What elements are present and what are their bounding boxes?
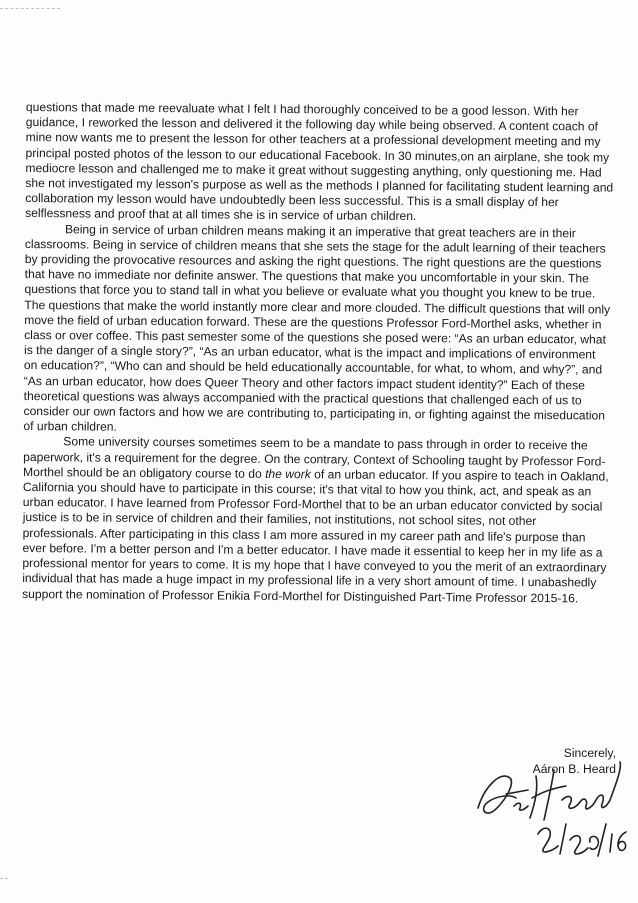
handwritten-signature: [470, 748, 630, 858]
letter-paragraph: [23, 222, 613, 439]
paragraph-text: of an urban educator. If you aspire to teach in Oakland, California you should have to participate in this course; it's that vital to how you think, act, and speak as an urban educator. I have learned from Professor Ford-Morthel that to be an urban educator convicted by social justice is to be in service of children and their families, not institutions, not school sites, not other professionals. After participating in this class I am more assured in my career path and life's purpose than ever before. I'm a better person and I'm a better educator. I have made it essential to keep her in my life as a professional mentor for years to come. It is my hope that I have conveyed to you the merit of an extraordinary individual that has made a huge impact in my professional life in a very short amount of time. I unabashedly support the nomination of Professor Enikia Ford-Morthel for Distinguished Part-Time Professor 2015-16.: [22, 467, 609, 605]
signer-name: Aáron B. Heard: [532, 762, 616, 776]
paragraph-text: Some university courses sometimes seem to be a mandate to pass through in order to receive the paperwork, it's a requirement for the degree. On the contrary, Context of Schooling taught by Professor Ford-Morthel should be an obligatory course to do: [23, 434, 606, 481]
closing-salutation: Sincerely,: [563, 746, 616, 760]
letter-paragraph: [25, 100, 614, 226]
scan-edge-mark-bottom: [0, 878, 8, 880]
letter-paragraph: [22, 434, 611, 606]
scan-edge-mark: [0, 8, 60, 10]
paragraph-text: questions that made me reevaluate what I felt I had thoroughly conceived to be a good lesson. With her guidance, I reworked the lesson and delivered it the following day while being observed. A content coach of mine now wants me to present the lesson for other teachers at a professional development meeting and my principal posted photos of the lesson to our educational Facebook. In 30 minutes,on an airplane, she took my mediocre lesson and challenged me to make it great without suggesting anything, only questioning me. Had she not investigated my lesson's purpose as well as the methods I planned for facilitating student learning and collaboration my lesson would have undoubtedly been less successful. This is a small display of her selflessness and proof that at all times she is in service of urban children.: [25, 100, 614, 224]
paragraph-text: Being in service of urban children means making it an imperative that great teachers are in their classrooms. Being in service of children means that she sets the stage for the adult learning of their teachers by providing the provocative resources and asking the right questions. The right questions are the questions that have no immediate nor definite answer. The questions that make you uncomfortable in your skin. The questions that force you to stand tall in what you believe or evaluate what you thought you knew to be true. The questions that make the world instantly more clear and more clouded. The difficult questions that will only move the field of urban education forward. These are the questions Professor Ford-Morthel asks, whether in class or over coffee. This past semester some of the questions she posed were: “As an urban educator, what is the danger of a single story?”, “As an urban educator, what is the impact and implications of environment on education?”, “Who can and should be held educationally accountable, for what, to whom, and why?”, and “As an urban educator, how does Queer Theory and other factors impact student identity?” Each of these theoretical questions was always accompanied with the practical questions that challenged each of us to consider our own factors and how we are contributing to, participating in, or fighting against the miseducation of urban children.: [23, 221, 611, 434]
emphasized-text: the work: [265, 466, 311, 482]
letter-body: [22, 100, 614, 606]
